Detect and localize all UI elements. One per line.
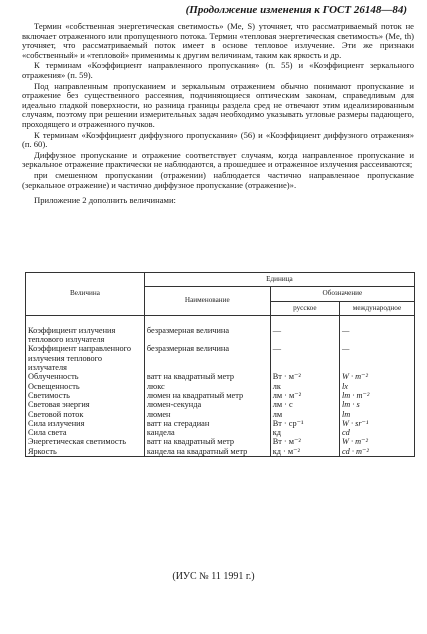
international-symbol-cell: lx <box>339 382 414 391</box>
quantity-cell: Сила света <box>26 428 145 437</box>
unit-name-cell: люмен на квадратный метр <box>144 391 270 400</box>
table-row <box>26 382 415 391</box>
international-header: международное <box>339 301 414 315</box>
paragraph: К терминам «Коэффициент диффузного пропускания» (56) и «Коэффициент диффузного отражения» (п. 60). <box>22 129 414 150</box>
body-text <box>22 22 414 207</box>
table-row <box>26 315 415 344</box>
unit-name-cell: ватт на квадратный метр <box>144 437 270 446</box>
quantity-cell: Энергетическая светимость <box>26 437 145 446</box>
russian-symbol-cell: Вт · м⁻² <box>270 437 339 446</box>
unit-name-cell: люмен <box>144 410 270 419</box>
table-row <box>26 428 415 437</box>
table-row <box>26 419 415 428</box>
table-row <box>26 447 415 457</box>
quantity-cell: Яркость <box>26 447 145 457</box>
table-row <box>26 344 415 372</box>
name-header: Наименование <box>144 287 270 316</box>
quantity-cell: Коэффициент излучения теплового излучателя <box>26 315 145 344</box>
unit-name-cell: ватт на стерадиан <box>144 419 270 428</box>
table-row <box>26 372 415 381</box>
russian-symbol-cell: кд <box>270 428 339 437</box>
units-table <box>25 272 415 457</box>
international-symbol-cell: W · m⁻² <box>339 437 414 446</box>
international-symbol-cell: lm <box>339 410 414 419</box>
paragraph: Диффузное пропускание и отражение соответствует случаям, когда направленное пропускание и зеркальное отражение практически не наблюдаются, а прошедшее и отраженное излучения рассеиваются; <box>22 149 414 170</box>
international-symbol-cell: — <box>339 315 414 344</box>
table-row <box>26 400 415 409</box>
unit-name-cell: люкс <box>144 382 270 391</box>
continuation-header: (Продолжение изменения к ГОСТ 26148—84) <box>185 4 407 16</box>
quantity-cell: Светимость <box>26 391 145 400</box>
unit-name-cell: кандела на квадратный метр <box>144 447 270 457</box>
quantity-cell: Световой поток <box>26 410 145 419</box>
russian-symbol-cell: — <box>270 344 339 372</box>
russian-header: русское <box>270 301 339 315</box>
international-symbol-cell: W · sr⁻¹ <box>339 419 414 428</box>
quantity-cell: Освещенность <box>26 382 145 391</box>
international-symbol-cell: lm · s <box>339 400 414 409</box>
russian-symbol-cell: лм · с <box>270 400 339 409</box>
unit-name-cell: безразмерная величина <box>144 344 270 372</box>
appendix-line: Приложение 2 дополнить величинами: <box>34 195 176 206</box>
table-header-row <box>26 273 415 287</box>
russian-symbol-cell: лм · м⁻² <box>270 391 339 400</box>
international-symbol-cell: W · m⁻² <box>339 372 414 381</box>
table-row <box>26 437 415 446</box>
unit-name-cell: безразмерная величина <box>144 315 270 344</box>
unit-name-cell: ватт на квадратный метр <box>144 372 270 381</box>
paragraph: К терминам «Коэффициент направленного пропускания» (п. 55) и «Коэффициент зеркального отражения» (п. 59). <box>22 60 414 80</box>
designation-header: Обозначение <box>270 287 414 301</box>
international-symbol-cell: cd · m⁻² <box>339 447 414 457</box>
paragraph: при смешенном пропускании (отражении) наблюдается частично направленное пропускание (зеркальное отражение) и частично диффузное пропускание (отражение)». <box>22 169 414 190</box>
international-symbol-cell: cd <box>339 428 414 437</box>
russian-symbol-cell: кд · м⁻² <box>270 447 339 457</box>
unit-name-cell: люмен-секунда <box>144 400 270 409</box>
russian-symbol-cell: — <box>270 315 339 344</box>
russian-symbol-cell: лм <box>270 410 339 419</box>
russian-symbol-cell: лк <box>270 382 339 391</box>
source-reference: (ИУС № 11 1991 г.) <box>172 571 255 582</box>
quantity-cell: Световая энергия <box>26 400 145 409</box>
international-symbol-cell: lm · m⁻² <box>339 391 414 400</box>
international-symbol-cell: — <box>339 344 414 372</box>
unit-header: Единица <box>144 273 414 287</box>
paragraph: Под направленным пропусканием и зеркальным отражением обычно понимают пропускание и отражение без существенного рассеяния, подчиняющиеся оптическим законам, справедливым для идеально гладкой поверхности, но разница границы раздела сред не отвечают этим идеализированным случаям, поэтому при решении измерительных задач необходимо указывать угловые размеры падающего, проходящего и отраженного пучков. <box>22 80 414 129</box>
russian-symbol-cell: Вт · м⁻² <box>270 372 339 381</box>
quantity-cell: Облученность <box>26 372 145 381</box>
quantity-header: Величина <box>26 273 145 316</box>
russian-symbol-cell: Вт · ср⁻¹ <box>270 419 339 428</box>
unit-name-cell: кандела <box>144 428 270 437</box>
quantity-cell: Сила излучения <box>26 419 145 428</box>
paragraph: Термин «собственная энергетическая светимость» (Me, S) уточняет, что рассматриваемый поток не включает отраженного или пропущенного потока. Термин «тепловая энергетическая светимость» (Me, th) уточняет, что рассматриваемый поток имеет в основе тепловое излучение. Эти же признаки «собственный» и «тепловой» применимы к другим величинам, таким как яркость и др. <box>22 21 414 60</box>
table-row <box>26 391 415 400</box>
table-row <box>26 410 415 419</box>
quantity-cell: Коэффициент направленного излучения теплового излучателя <box>26 344 145 372</box>
